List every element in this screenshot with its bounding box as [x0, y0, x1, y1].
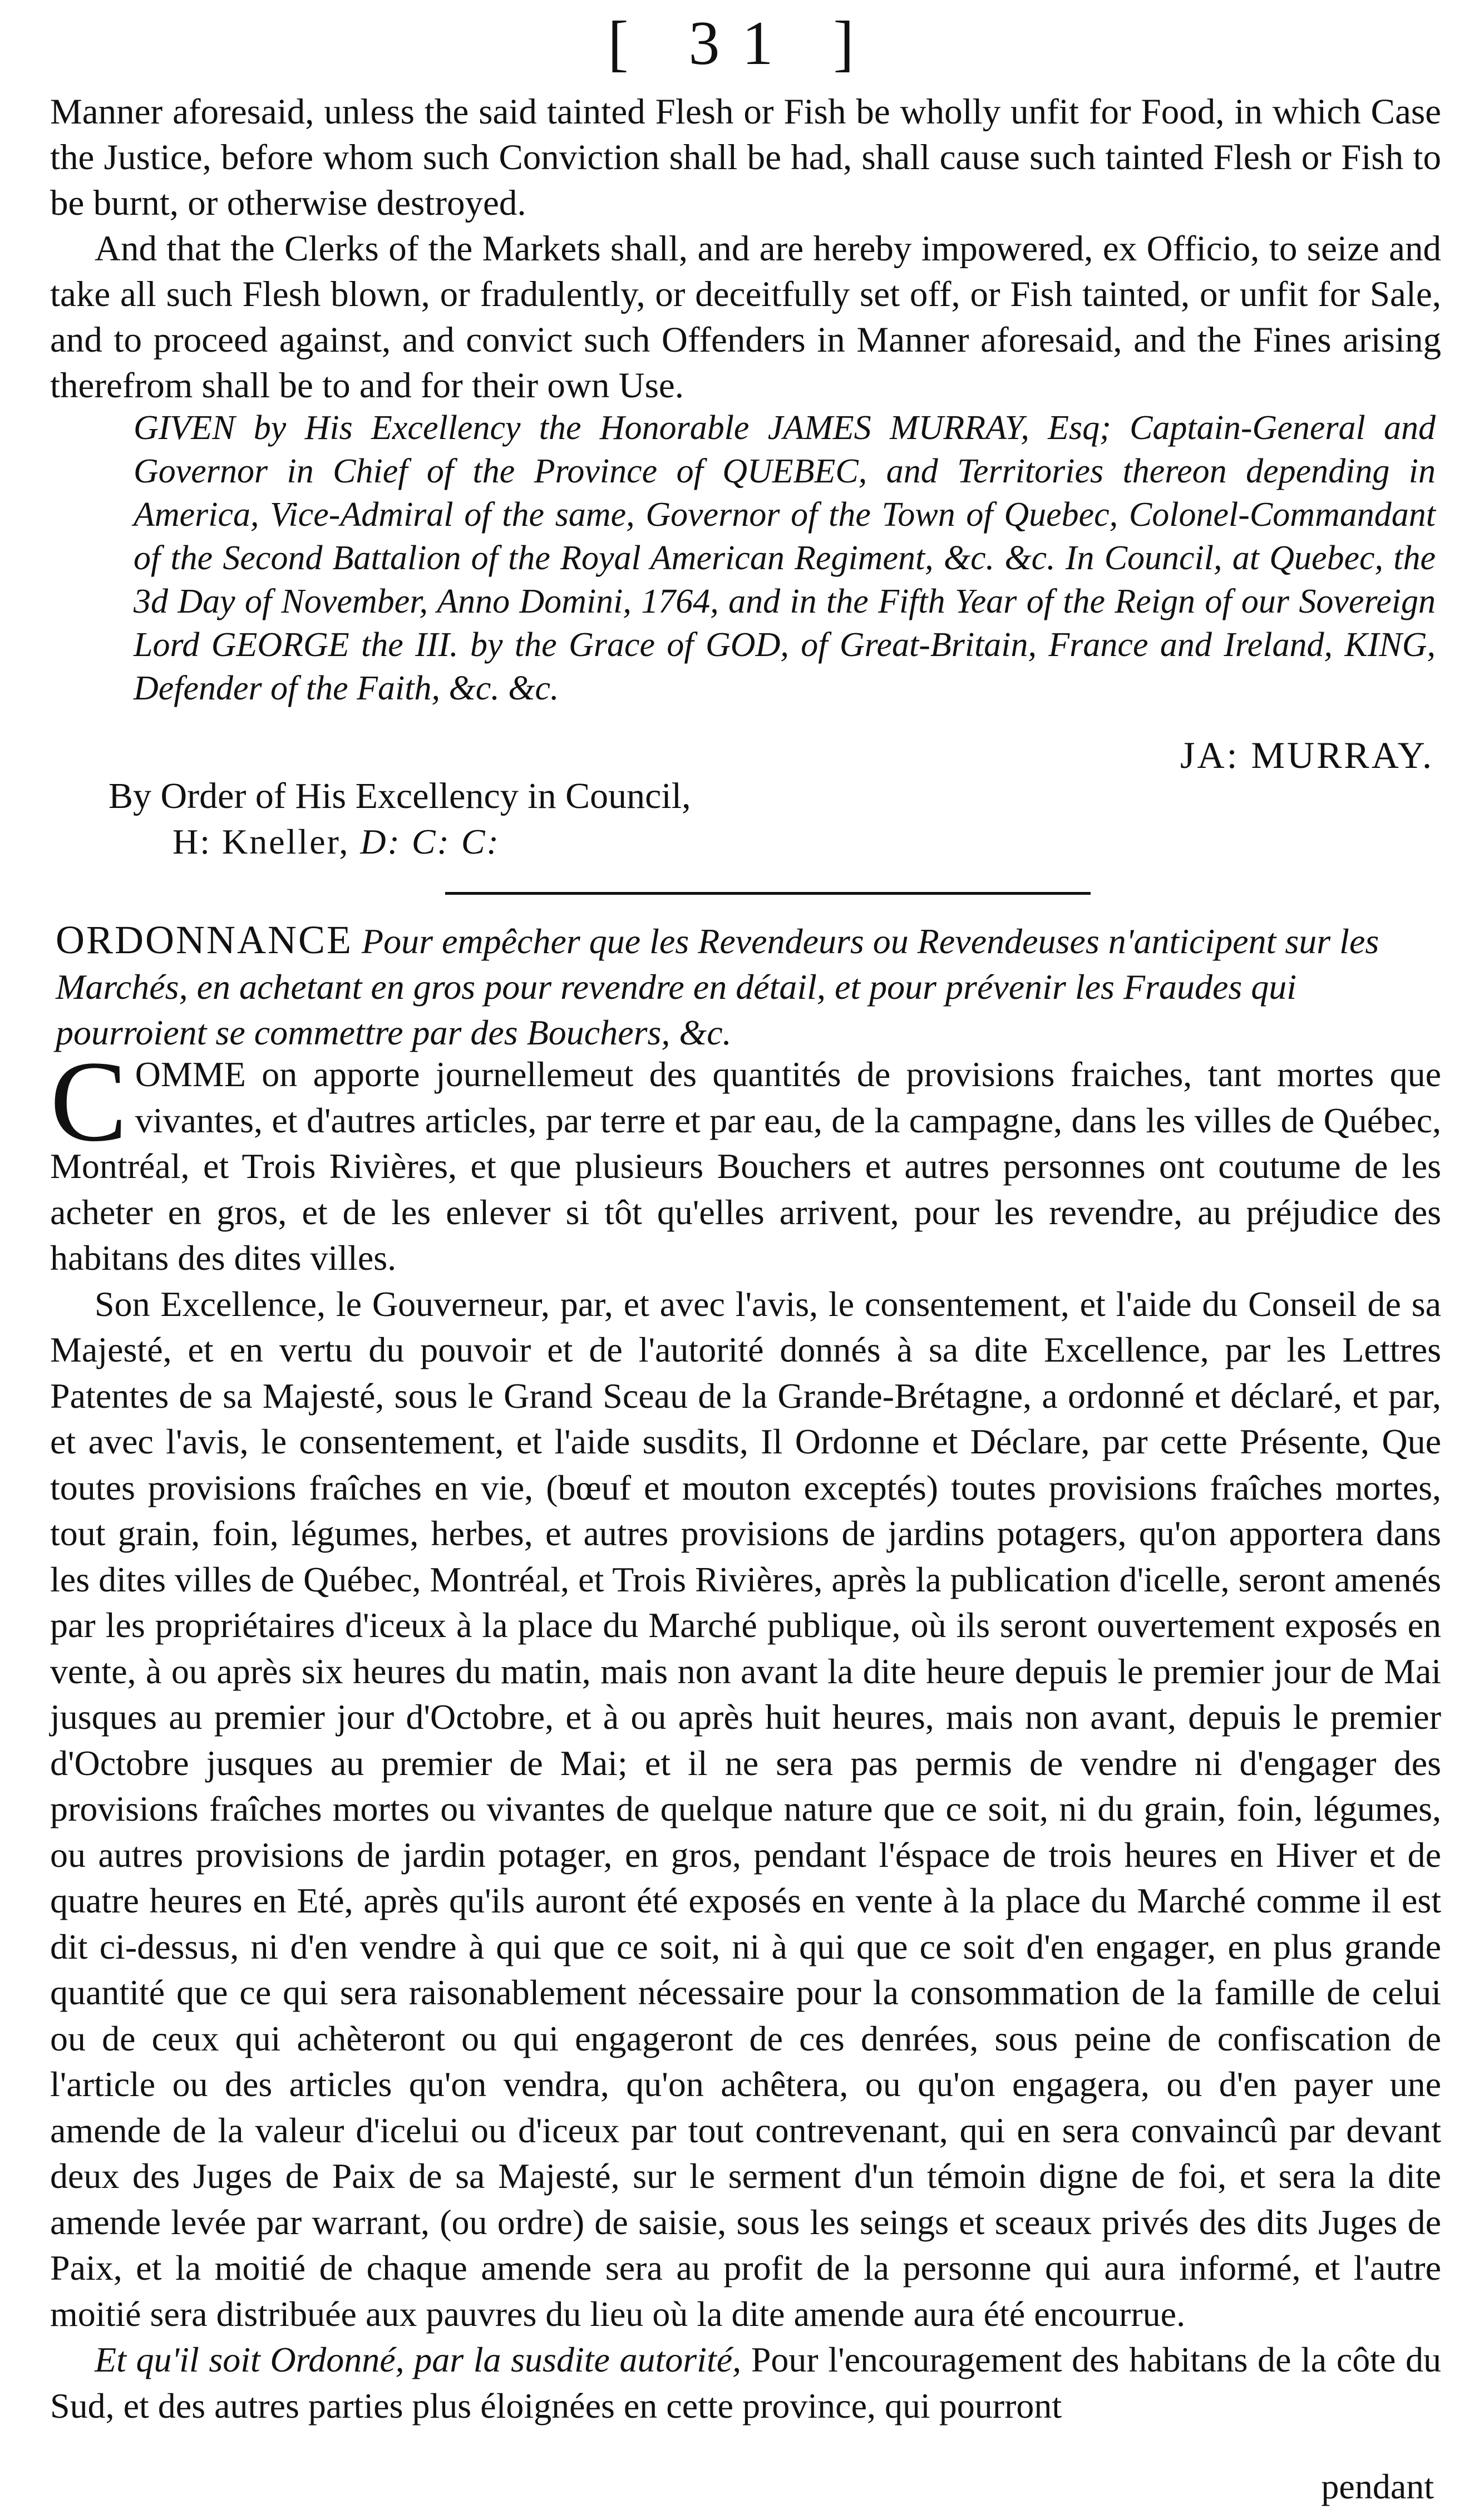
clerk-name: H: Kneller, — [172, 822, 350, 861]
proclamation-signature-block — [134, 406, 1436, 710]
drop-cap: C — [50, 1037, 127, 1165]
french-paragraph-3-text: Pour l'encouragement des habitans de la côte du Sud, et des autres parties plus éloignées en cette province, qui pourront — [50, 2340, 1442, 2426]
english-paragraph-1: Manner aforesaid, unless the said tainted Flesh or Fish be wholly unfit for Food, in which Case the Justice, before whom such Conviction shall be had, shall cause such tainted Flesh or Fish to be burnt, or otherwise destroyed. — [50, 92, 1441, 223]
ordonnance-subtitle: Pour empêcher que les Revendeurs ou Revendeuses n'anticipent sur les Marchés, en achetant en gros pour revendre en détail, et pour prévenir les Fraudes qui pourroient se commettre par des Bouchers, &c. — [56, 921, 1379, 1052]
signature-text: GIVEN by His Excellency the Honorable JAMES MURRAY, Esq; Captain-General and Governor in Chief of the Province of QUEBEC, and Territories thereon depending in America, Vice-Admiral of the same, Governor of the Town of Quebec, Colonel-Commandant of the Second Battalion of the Royal American Regiment, &c. &c. In Council, at Quebec, the 3d Day of November, Anno Domini, 1764, and in the Fifth Year of the Reign of our Sovereign Lord GEORGE the III. by the Grace of GOD, of Great-Britain, France and Ireland, KING, Defender of the Faith, &c. &c. — [134, 409, 1436, 707]
french-paragraph-1-text: OMME on apporte journellemeut des quantités de provisions fraiches, tant mortes que vivantes, et d'autres articles, par terre et par eau, de la campagne, dans les villes de Québec, Montréal, et Trois Rivières, et que plusieurs Bouchers et autres personnes ont coutume de les acheter en gros, et de les enlever si tôt qu'elles arrivent, pour les revendre, au préjudice des habitans des dites villes. — [50, 1054, 1441, 1278]
clerk-line — [172, 819, 500, 865]
catchword: pendant — [1321, 2467, 1434, 2506]
ordonnance-title — [56, 917, 1441, 1056]
french-paragraph-2: Son Excellence, le Gouverneur, par, et avec l'avis, le consentement, et l'aide du Conseil de sa Majesté, et en vertu du pouvoir et de l'autorité donnés à sa dite Excellence, par les Lettres Patentes de sa Majesté, sous le Grand Sceau de la Grande-Brétagne, a ordonné et déclaré, et par, et avec l'avis, le consentement, et l'aide susdits, Il Ordonne et Déclare, par cette Présente, Que toutes provisions fraîches en vie, (bœuf et mouton exceptés) toutes provisions fraîches mortes, tout grain, foin, légumes, herbes, et autres provisions de jardins potagers, qu'on apportera dans les dites villes de Québec, Montréal, et Trois Rivières, après la publication d'icelle, seront amenés par les propriétaires d'iceux à la place du Marché publique, où ils seront ouvertement exposés en vente, à ou après six heures du matin, mais non avant la dite heure depuis le premier jour de Mai jusques au premier jour d'Octobre, et à ou après huit heures, mais non avant, depuis le premier d'Octobre jusques au premier de Mai; et il ne sera pas permis de vendre ni d'engager des provisions fraîches mortes ou vivantes de quelque nature que ce soit, ni du grain, foin, légumes, ou autres provisions de jardin potager, en gros, pendant l'éspace de trois heures en Hiver et de quatre heures en Eté, après qu'ils auront été exposés en vente à la place du Marché comme il est dit ci-dessus, ni d'en vendre à qui que ce soit, ni à qui que ce soit d'en engager, en plus grande quantité que ce qui sera raisonablement nécessaire pour la consommation de la famille de celui ou de ceux qui achèteront ou qui engageront de ces denrées, sous peine de confiscation de l'article ou des articles qu'on vendra, qu'on achêtera, ou qu'on engagera, ou d'en payer une amende de la valeur d'icelui ou d'iceux par tout contrevenant, qui en sera convaincû par devant deux des Juges de Paix de sa Majesté, sur le serment d'un témoin digne de foi, et sera la dite amende levée par warrant, (ou ordre) de saisie, sous les seings et sceaux privés des dits Juges de Paix, et la moitié de chaque amende sera au profit de la personne qui aura informé, et l'autre moitié sera distribuée aux pauvres du lieu où la dite amende aura été encourrue. — [50, 1284, 1441, 2334]
order-line: By Order of His Excellency in Council, — [109, 776, 691, 816]
page-number: [ 31 ] — [608, 9, 876, 78]
french-paragraph-3 — [50, 2337, 1441, 2429]
french-text-block — [50, 1037, 1442, 2429]
section-divider — [445, 892, 1091, 895]
english-text-block — [50, 89, 1441, 408]
governor-signature: JA: MURRAY. — [1180, 734, 1434, 776]
english-paragraph-2: And that the Clerks of the Markets shall, and are hereby impowered, ex Officio, to seize and take all such Flesh blown, or fradulently, or deceitfully set off, or Fish tainted, or unfit for Sale, and to proceed against, and convict such Offenders in Manner aforesaid, and the Fines arising therefrom shall be to and for their own Use. — [50, 229, 1441, 406]
clerk-title: D: C: C: — [360, 822, 500, 861]
ordonnance-heading: ORDONNANCE — [56, 918, 353, 962]
french-paragraph-1 — [50, 1037, 1441, 1281]
french-paragraph-3-italic: Et qu'il soit Ordonné, par la susdite autorité, — [95, 2340, 742, 2379]
